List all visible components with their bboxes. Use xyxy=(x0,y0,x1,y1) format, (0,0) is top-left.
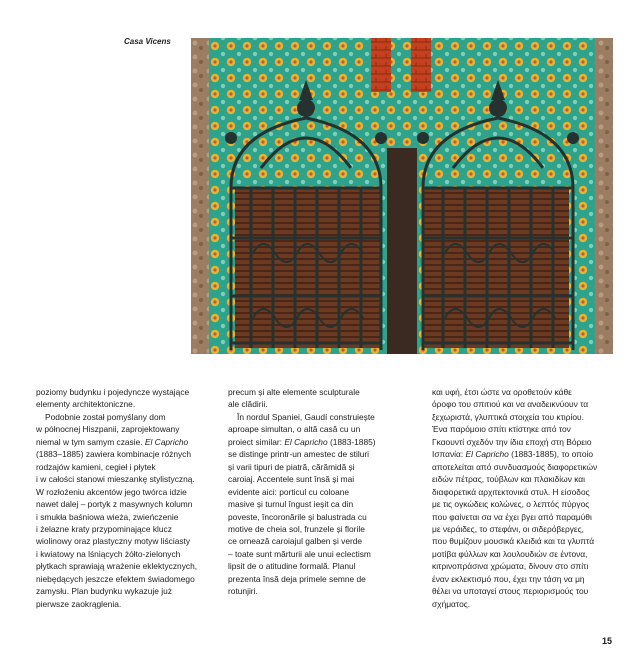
text-line: W rozłożeniu akcentów jego twórca idzie xyxy=(36,486,187,497)
text-line: Γκαουντί σχεδόν την ίδια εποχή στη Βόρειο xyxy=(432,436,592,447)
text-line: rodzajów kamieni, cegieł i płytek xyxy=(36,461,156,472)
text-line: Podobnie został pomyślany dom xyxy=(45,411,166,422)
text-span: (1883-1885), το οποίο xyxy=(511,449,594,460)
text-line xyxy=(432,448,614,460)
text-line: διαφορετικά αρχιτεκτονικά στυλ. Η είσοδος xyxy=(432,486,590,497)
italic-title: El Capricho xyxy=(284,436,328,447)
text-line: caroiaj. Accentele sunt însă și mai xyxy=(228,474,355,485)
text-line: ce ornează caroiajul galben și verde xyxy=(228,536,363,547)
italic-title: El Capricho xyxy=(144,436,189,447)
text-line: și varii tipuri de piatră, cărămidă și xyxy=(228,461,355,472)
text-line: evidente aici: porticul cu coloane xyxy=(228,486,350,497)
text-line: ξεχωριστά, γλυπτικά στοιχεία του κτιρίου. xyxy=(432,411,584,422)
text-line: nawet dalej – portyk z masywnych kolumn xyxy=(36,499,193,510)
text-line: i żelazne kraty przypominające klucz xyxy=(36,523,172,534)
text-column-romanian xyxy=(228,386,406,598)
text-line: θέλει να υποταγεί στους περιορισμούς του xyxy=(432,586,589,597)
text-line xyxy=(36,436,206,448)
text-line: În nordul Spaniei, Gaudí construiește xyxy=(237,411,375,422)
italic-title: El Capricho xyxy=(465,449,509,460)
text-span: (1883-1885) xyxy=(329,436,376,447)
text-line: płytkach sprawiają wrażenie eklektycznych, xyxy=(36,561,198,572)
text-line: lipsit de o atitudine formală. Planul xyxy=(228,561,356,572)
text-line: masive și turnul îngust ieșit ca din xyxy=(228,499,354,510)
text-column-greek xyxy=(432,386,614,610)
text-line: ειδών πέτρας, τούβλων και πλακιδίων και xyxy=(432,474,585,485)
text-line: κιτρινοπράσινα χρώματα, δίνουν στο σπίτι xyxy=(432,561,589,572)
text-line: όροφο του σπιτιού και να αναδεικνύουν τα xyxy=(432,399,589,410)
text-column-polish xyxy=(36,386,206,610)
text-line: i w całości stanowi mieszankę stylistyczną. xyxy=(36,474,195,485)
page-number: 15 xyxy=(602,636,613,646)
text-line: aproape simultan, o altă casă cu un xyxy=(228,424,361,435)
text-line: Ένα παρόμοιο σπίτι κτίστηκε από τον xyxy=(432,424,571,435)
text-line: elementy architektoniczne. xyxy=(36,399,136,410)
text-line: που φαίνεται σα να έχει βγει από παραμύθι xyxy=(432,511,592,522)
text-line: που θυμίζουν μουσικά κλειδιά και τα γλυπτά xyxy=(432,536,595,547)
text-line: se distinge printr-un amestec de stiluri xyxy=(228,449,370,460)
text-line: μοτίβα φύλλων και λουλουδιών σε έντονα, xyxy=(432,548,588,559)
text-line: έναν εκλεκτισμό που, έχει την τάση να μη xyxy=(432,573,585,584)
text-line: με νεράιδες, το στεφάνι, οι σιδερόβεργες, xyxy=(432,523,585,534)
text-line: i smukła baśniowa wieża, zwieńczenie xyxy=(36,511,179,522)
text-line: pierwsze zaokrąglenia. xyxy=(36,598,122,609)
text-line: poziomy budynku i pojedyncze wystające xyxy=(36,387,190,397)
text-line: prezenta însă deja primele semne de xyxy=(228,573,366,584)
text-line: wiolinowy oraz plastyczny motyw liściasty xyxy=(36,536,191,547)
text-span: niemal w tym samym czasie. xyxy=(36,436,143,447)
text-line: (1883–1885) zawiera kombinacje różnych xyxy=(36,449,192,460)
text-line: και υφή, έτσι ώστε να οροθετούν κάθε xyxy=(432,387,572,397)
casa-vicens-photo xyxy=(191,38,613,354)
text-line: με τις ογκώδεις κολώνες, ο λεπτός πύργος xyxy=(432,499,590,510)
text-line: motive de cheia sol, frunzele și florile xyxy=(228,523,365,534)
text-line: – toate sunt mărturii ale unui eclectism xyxy=(228,548,371,559)
text-line: i kwiatowy na lśniących żółto-zielonych xyxy=(36,548,181,559)
text-line xyxy=(228,436,406,448)
text-line: w północnej Hiszpanii, zaprojektowany xyxy=(36,424,180,435)
text-line: zamysłu. Plan budynku wykazuje już xyxy=(36,586,172,597)
text-span: proiect similar: xyxy=(228,436,282,447)
text-line: αποτελείται από συνδυασμούς διαφορετικών xyxy=(432,461,598,472)
text-line: precum și alte elemente sculpturale xyxy=(228,387,360,397)
text-line: rotunjiri. xyxy=(228,586,258,597)
text-line: niebędących jeszcze efektem świadomego xyxy=(36,573,195,584)
text-span: Ισπανία: xyxy=(432,449,464,460)
text-line: σχήματος. xyxy=(432,598,471,609)
text-line: ale clădirii. xyxy=(228,399,268,410)
photo-caption: Casa Vicens xyxy=(124,37,171,46)
text-line: poveste, încoronările și balustrada cu xyxy=(228,511,367,522)
